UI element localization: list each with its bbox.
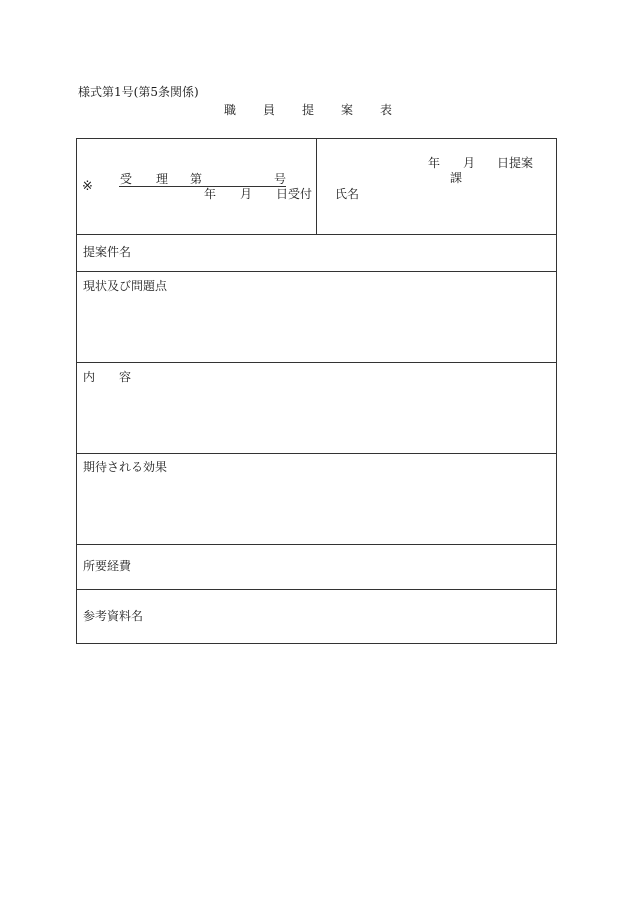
name-label: 氏名 xyxy=(335,187,360,201)
expected-effect-label: 期待される効果 xyxy=(83,460,168,474)
receipt-label-char1: 受 xyxy=(120,172,133,186)
receipt-month: 月 xyxy=(240,187,253,201)
references-label: 参考資料名 xyxy=(83,609,144,623)
receipt-label-char2: 理 xyxy=(156,172,169,186)
row-divider xyxy=(77,362,556,363)
row-divider xyxy=(77,589,556,590)
proposal-month: 月 xyxy=(463,156,476,170)
current-issues-label: 現状及び問題点 xyxy=(83,279,168,293)
proposal-year: 年 xyxy=(428,156,441,170)
row-divider xyxy=(77,453,556,454)
department-label: 課 xyxy=(450,171,463,185)
row-divider xyxy=(77,544,556,545)
row-divider xyxy=(77,271,556,272)
receipt-divider xyxy=(316,139,317,234)
reference-mark: ※ xyxy=(82,179,93,194)
receipt-year: 年 xyxy=(204,187,217,201)
proposal-form-table xyxy=(76,138,557,644)
receipt-day: 日受付 xyxy=(276,187,313,201)
receipt-number-suffix: 号 xyxy=(274,172,287,186)
document-title: 職員提案表 xyxy=(224,103,420,117)
subject-label: 提案件名 xyxy=(83,245,132,259)
proposal-day: 日提案 xyxy=(497,156,534,170)
row-divider xyxy=(77,234,556,235)
cost-label: 所要経費 xyxy=(83,559,132,573)
form-number-label: 様式第1号(第5条関係) xyxy=(78,85,199,99)
content-label: 内 容 xyxy=(83,370,132,384)
receipt-number-prefix: 第 xyxy=(190,172,203,186)
receipt-number-underline xyxy=(119,186,286,187)
